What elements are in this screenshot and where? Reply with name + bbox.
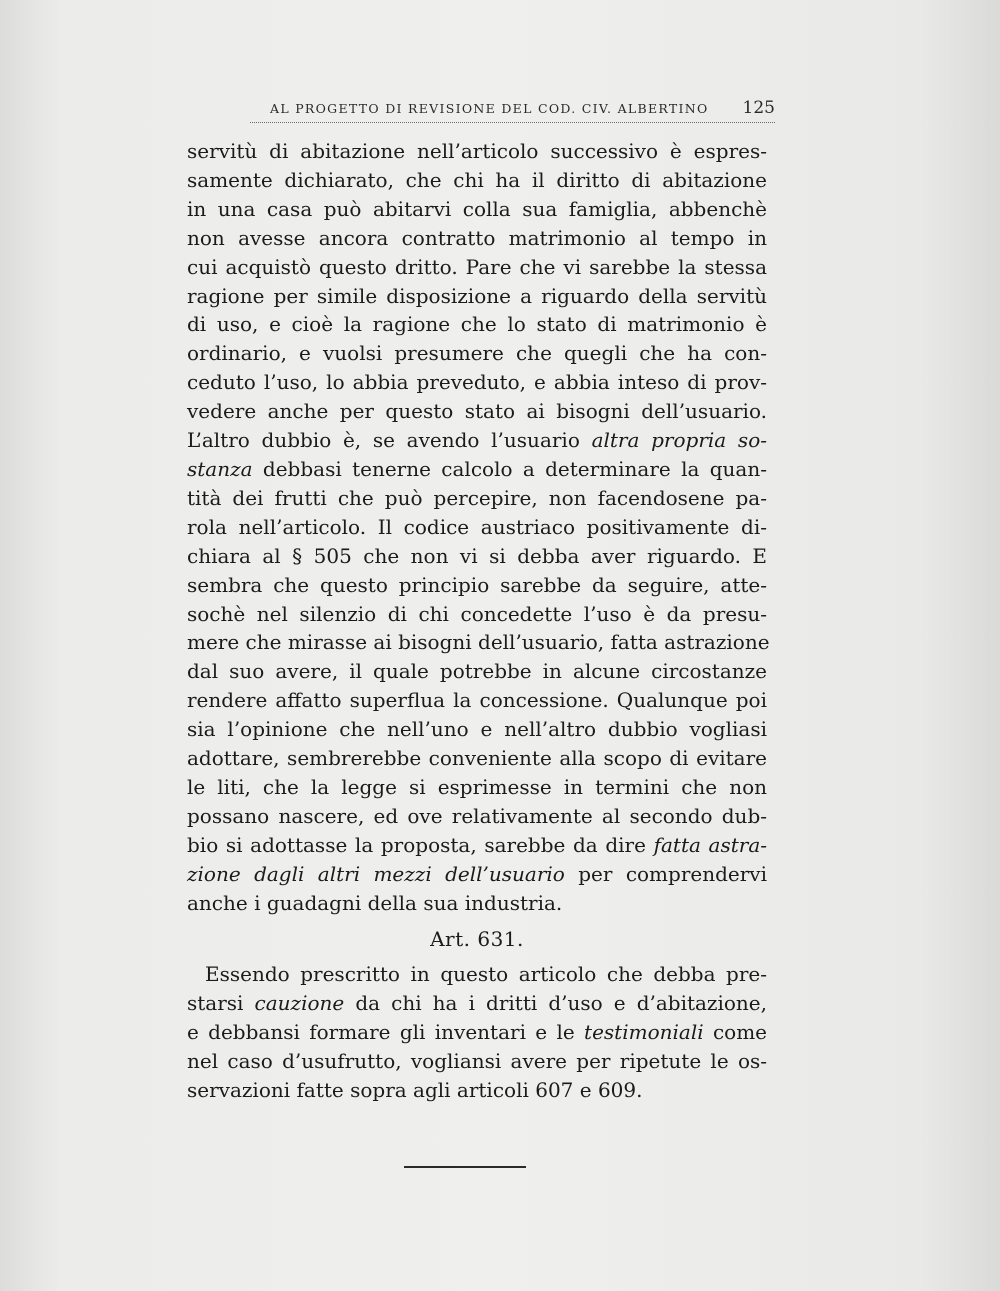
text-line: cui acquistò questo dritto. Pare che vi sarebbe la stessa <box>187 254 767 279</box>
text-line: ragione per simile disposizione a riguardo della servitù <box>187 283 767 308</box>
text-line <box>187 989 767 1018</box>
text-line: vedere anche per questo stato ai bisogni dell’usuario. <box>187 399 767 424</box>
text-line: servazioni fatte sopra agli articoli 607 e 609. <box>187 1078 643 1102</box>
italic-text: altra propria so- <box>591 428 767 453</box>
text-line: rendere affatto superflua la concessione. Qualunque poi <box>187 688 767 713</box>
closing-rule <box>404 1166 526 1168</box>
text-line: servitù di abitazione nell’articolo successivo è espres- <box>187 139 767 163</box>
paragraph-1 <box>187 137 767 426</box>
text-run: per comprendervi <box>564 861 767 886</box>
text-line <box>187 1018 767 1047</box>
text-line: le liti, che la legge si esprimesse in termini che non <box>187 774 767 799</box>
paragraph-2 <box>187 426 770 917</box>
text-line <box>187 455 767 484</box>
italic-text: zione dagli altri mezzi dell’usuario <box>187 861 565 886</box>
text-line: di uso, e cioè la ragione che lo stato di matrimonio è <box>187 312 767 337</box>
text-run: e debbansi formare gli inventari e le <box>187 1020 585 1045</box>
running-title: AL PROGETTO DI REVISIONE DEL COD. CIV. ALBERTINO <box>270 101 709 116</box>
text-run: come <box>703 1020 767 1045</box>
text-line: tità dei frutti che può percepire, non facendosene pa- <box>187 485 767 510</box>
text-line <box>187 831 767 860</box>
text-line: sochè nel silenzio di chi concedette l’uso è da presu- <box>187 601 767 626</box>
text-line: mere che mirasse ai bisogni dell’usuario, fatta astrazione <box>187 630 770 655</box>
article-heading: Art. 631. <box>430 927 524 952</box>
running-head <box>270 98 775 118</box>
italic-text: testimoniali <box>584 1020 704 1045</box>
italic-text: stanza <box>187 456 253 481</box>
text-line: nel caso d’usufrutto, vogliansi avere per ripetute le os- <box>187 1049 767 1074</box>
text-run: debbasi tenerne calcolo a determinare la quan- <box>252 456 767 481</box>
article-paragraph <box>187 960 767 1105</box>
text-line: anche i guadagni della sua industria. <box>187 890 563 915</box>
text-line: chiara al § 505 che non vi si debba aver riguardo. E <box>187 543 767 568</box>
text-line: sia l’opinione che nell’uno e nell’altro dubbio vogliasi <box>187 717 767 742</box>
text-run: L’altro dubbio è, se avendo l’usuario <box>187 428 592 453</box>
text-line: rola nell’articolo. Il codice austriaco positivamente di- <box>187 514 767 539</box>
text-run: starsi <box>187 991 255 1016</box>
italic-text: cauzione <box>254 991 345 1016</box>
text-line: non avesse ancora contratto matrimonio al tempo in <box>187 225 767 250</box>
text-line: sembra che questo principio sarebbe da seguire, atte- <box>187 572 767 597</box>
text-line: ceduto l’uso, lo abbia preveduto, e abbia inteso di prov- <box>187 370 767 395</box>
text-line: ordinario, e vuolsi presumere che quegli che ha con- <box>187 341 767 366</box>
header-rule <box>250 122 775 123</box>
text-run: bio si adottasse la proposta, sarebbe da dire <box>187 832 654 857</box>
text-line <box>187 860 767 889</box>
page-number: 125 <box>742 98 775 118</box>
text-line: adottare, sembrerebbe conveniente alla scopo di evitare <box>187 746 767 771</box>
italic-text: fatta astra- <box>653 832 767 857</box>
body-text <box>187 137 770 1105</box>
text-line: samente dichiarato, che chi ha il diritto di abitazione <box>187 167 767 192</box>
text-line: possano nascere, ed ove relativamente al secondo dub- <box>187 803 767 828</box>
text-line: dal suo avere, il quale potrebbe in alcune circostanze <box>187 659 767 684</box>
text-line: Essendo prescritto in questo articolo che debba pre- <box>205 962 767 987</box>
text-line: in una casa può abitarvi colla sua famiglia, abbenchè <box>187 196 767 221</box>
text-run: da chi ha i dritti d’uso e d’abitazione, <box>344 991 767 1016</box>
text-line <box>187 426 767 455</box>
